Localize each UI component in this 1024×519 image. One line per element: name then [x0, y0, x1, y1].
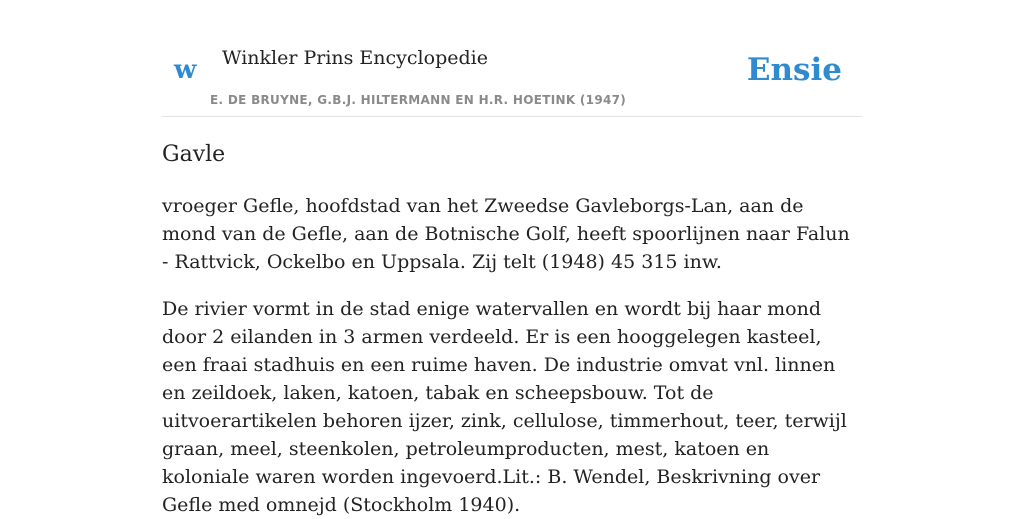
- source-logo-icon[interactable]: w: [174, 55, 197, 85]
- entry-paragraph: De rivier vormt in de stad enige watervallen en wordt bij haar mond door 2 eilanden in 3 armen verdeeld. Er is een hooggelegen kasteel, een fraai stadhuis en een ruime haven. De industrie omvat vnl. linnen en zeildoek, laken, katoen, tabak en scheepsbouw. Tot de uitvoerartikelen behoren ijzer, zink, cellulose, timmerhout, teer, terwijl graan, meel, steenkolen, petroleumproducten, mest, katoen en koloniale waren worden ingevoerd.Lit.: B. Wendel, Beskrivning over Gefle med omnejd (Stockholm 1940).: [162, 298, 847, 516]
- source-title-link[interactable]: Winkler Prins Encyclopedie: [222, 47, 488, 69]
- source-authors: E. DE BRUYNE, G.B.J. HILTERMANN EN H.R. HOETINK (1947): [210, 93, 627, 107]
- source-header: [162, 0, 862, 117]
- entry-paragraph: vroeger Gefle, hoofdstad van het Zweedse Gavleborgs-Lan, aan de mond van de Gefle, aan de Botnische Golf, heeft spoorlijnen naar Falun - Rattvick, Ockelbo en Uppsala. Zij telt (1948) 45 315 inw.: [162, 195, 850, 273]
- article-page: [162, 0, 862, 516]
- ensie-logo-link[interactable]: Ensie: [746, 52, 842, 88]
- entry-title: Gavle: [162, 142, 226, 167]
